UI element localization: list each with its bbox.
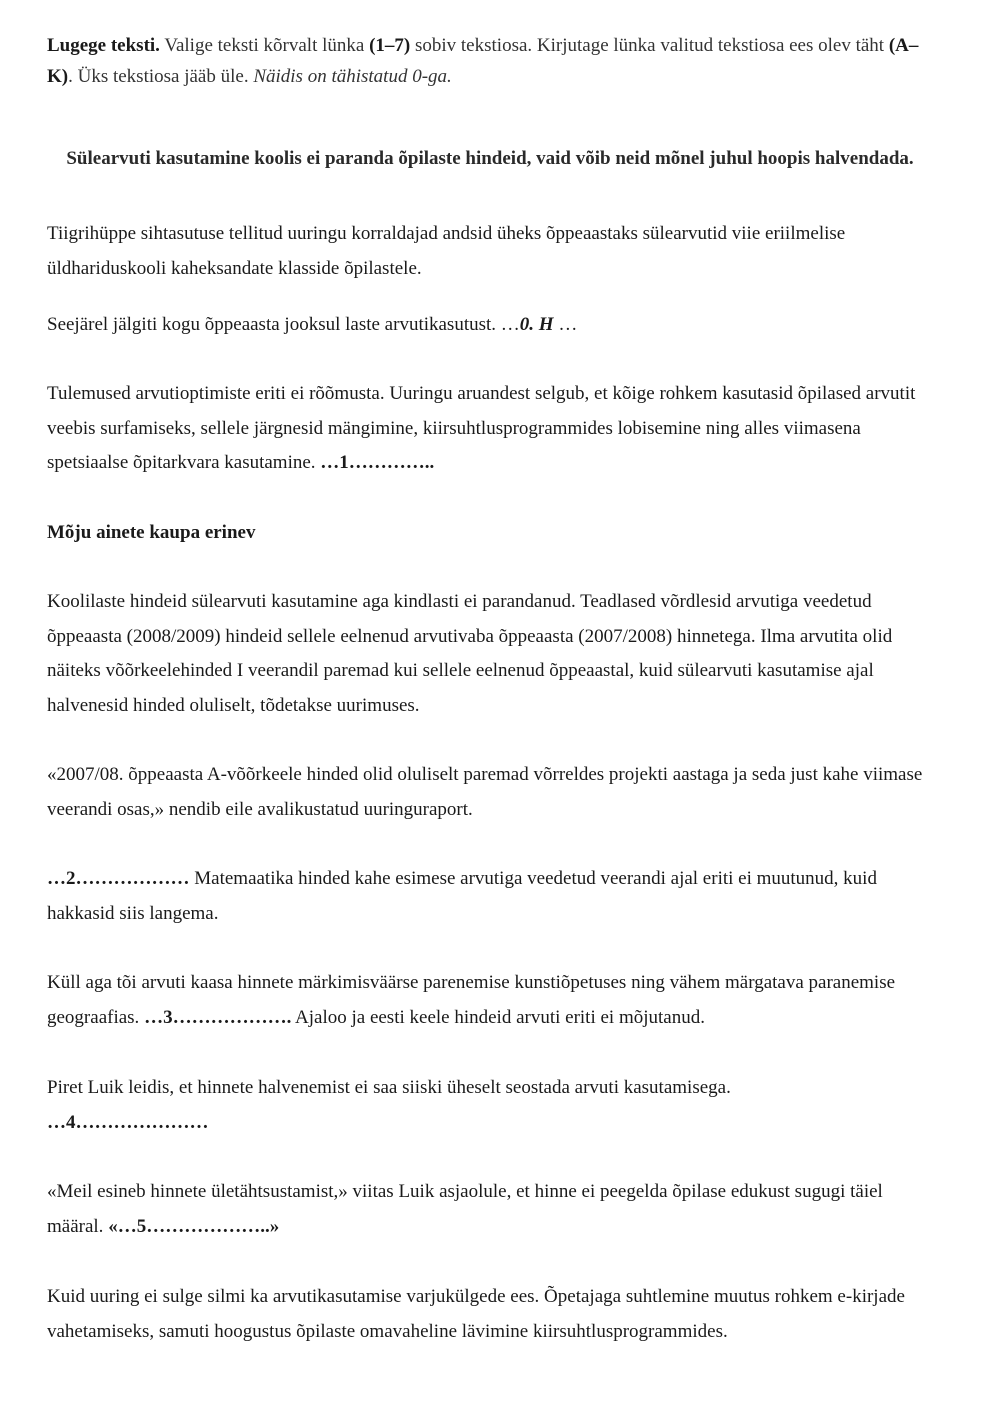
paragraph-6 [47, 862, 930, 931]
gap-2[interactable]: …2……………… [47, 868, 190, 889]
paragraph-text: «Meil esineb hinnete ületähtsustamist,» viitas Luik asjaolule, et hinne ei peegelda õpilase edukust sugugi täiel määral. [47, 1181, 883, 1237]
instructions [47, 30, 930, 92]
example-note: Näidis on tähistatud 0-ga. [253, 66, 452, 87]
gap-4[interactable]: …4………………… [47, 1111, 209, 1133]
paragraph-text: Seejärel jälgiti kogu õppeaasta jooksul laste arvutikasutust. … [47, 314, 520, 335]
gap-3[interactable]: …3………………. [144, 1006, 292, 1028]
paragraph-10: Kuid uuring ei sulge silmi ka arvutikasutamise varjukülgede ees. Õpetajaga suhtlemine muutus rohkem e-kirjade vahetamiseks, samuti hoogustus õpilaste omavaheline lävimine kiirsuhtlusprogrammides. [47, 1286, 905, 1342]
instructions-text: . Üks tekstiosa jääb üle. [68, 66, 254, 87]
paragraph-7 [47, 966, 930, 1035]
instructions-text: Valige teksti kõrvalt lünka [159, 35, 370, 56]
paragraph-2 [47, 308, 930, 343]
paragraph-4: Koolilaste hindeid sülearvuti kasutamine aga kindlasti ei parandanud. Teadlased võrdlesid arvutiga veedetud õppeaasta (2008/2009) hindeid sellele eelnenud arvutivaba õppeaasta (2007/2008) hinnetega. Ilma arvutita olid näiteks võõrkeelehinded I veerandil paremad kui sellele eelnenud õppeaastal, kuid sülearvuti kasutamise ajal halvenesid hinded oluliselt, tõdetakse uurimuses. [47, 591, 893, 716]
gap-range: (1–7) [369, 35, 411, 56]
paragraph-5: «2007/08. õppeaasta A-võõrkeele hinded olid oluliselt paremad võrreldes projekti aastaga ja seda just kahe viimase veerandi osas,» nendib eile avalikustatud uuringuraport. [47, 764, 923, 820]
subheading: Mõju ainete kaupa erinev [47, 522, 256, 543]
paragraph-9 [47, 1175, 930, 1244]
paragraph-text: Piret Luik leidis, et hinnete halvenemist ei saa siiski üheselt seostada arvuti kasutamisega. [47, 1077, 731, 1098]
paragraph-text: Küll aga tõi arvuti kaasa hinnete märkimisväärse parenemise kunstiõpetuses ning vähem märgatava paranemise geograafias. [47, 972, 896, 1028]
gap-1[interactable]: …1………….. [320, 452, 435, 473]
paragraph-8 [47, 1071, 930, 1140]
example-answer: 0. H [519, 314, 554, 335]
paragraph-text: Ajaloo ja eesti keele hindeid arvuti eriti ei mõjutanud. [291, 1006, 705, 1028]
paragraph-text: Matemaatika hinded kahe esimese arvutiga veedetud veerandi ajal eriti ei muutunud, kuid hakkasid siis langema. [47, 868, 877, 924]
instructions-label: Lugege teksti. [47, 35, 160, 56]
paragraph-text: … [553, 314, 578, 335]
letter-range: (A–K) [47, 35, 919, 87]
article-title: Sülearvuti kasutamine koolis ei paranda õpilaste hindeid, vaid võib neid mõnel juhul hoopis halvendada. [66, 148, 914, 169]
paragraph-text: Tulemused arvutioptimiste eriti ei rõõmusta. Uuringu aruandest selgub, et kõige rohkem kasutasid õpilased arvutit veebis surfamiseks, sellele järgnesid mängimine, kiirsuhtlusprogrammides lobisemine ning alles viimasena spetsiaalse õpitarkvara kasutamine. [47, 383, 916, 473]
paragraph-1: Tiigrihüppe sihtasutuse tellitud uuringu korraldajad andsid üheks õppeaastaks sülearvutid viie eriilmelise üldhariduskooli kaheksandate klasside õpilastele. [47, 223, 846, 279]
instructions-text: sobiv tekstiosa. Kirjutage lünka valitud tekstiosa ees olev täht [410, 35, 889, 56]
paragraph-3 [47, 377, 930, 481]
gap-5[interactable]: «…5………………..» [108, 1215, 280, 1237]
